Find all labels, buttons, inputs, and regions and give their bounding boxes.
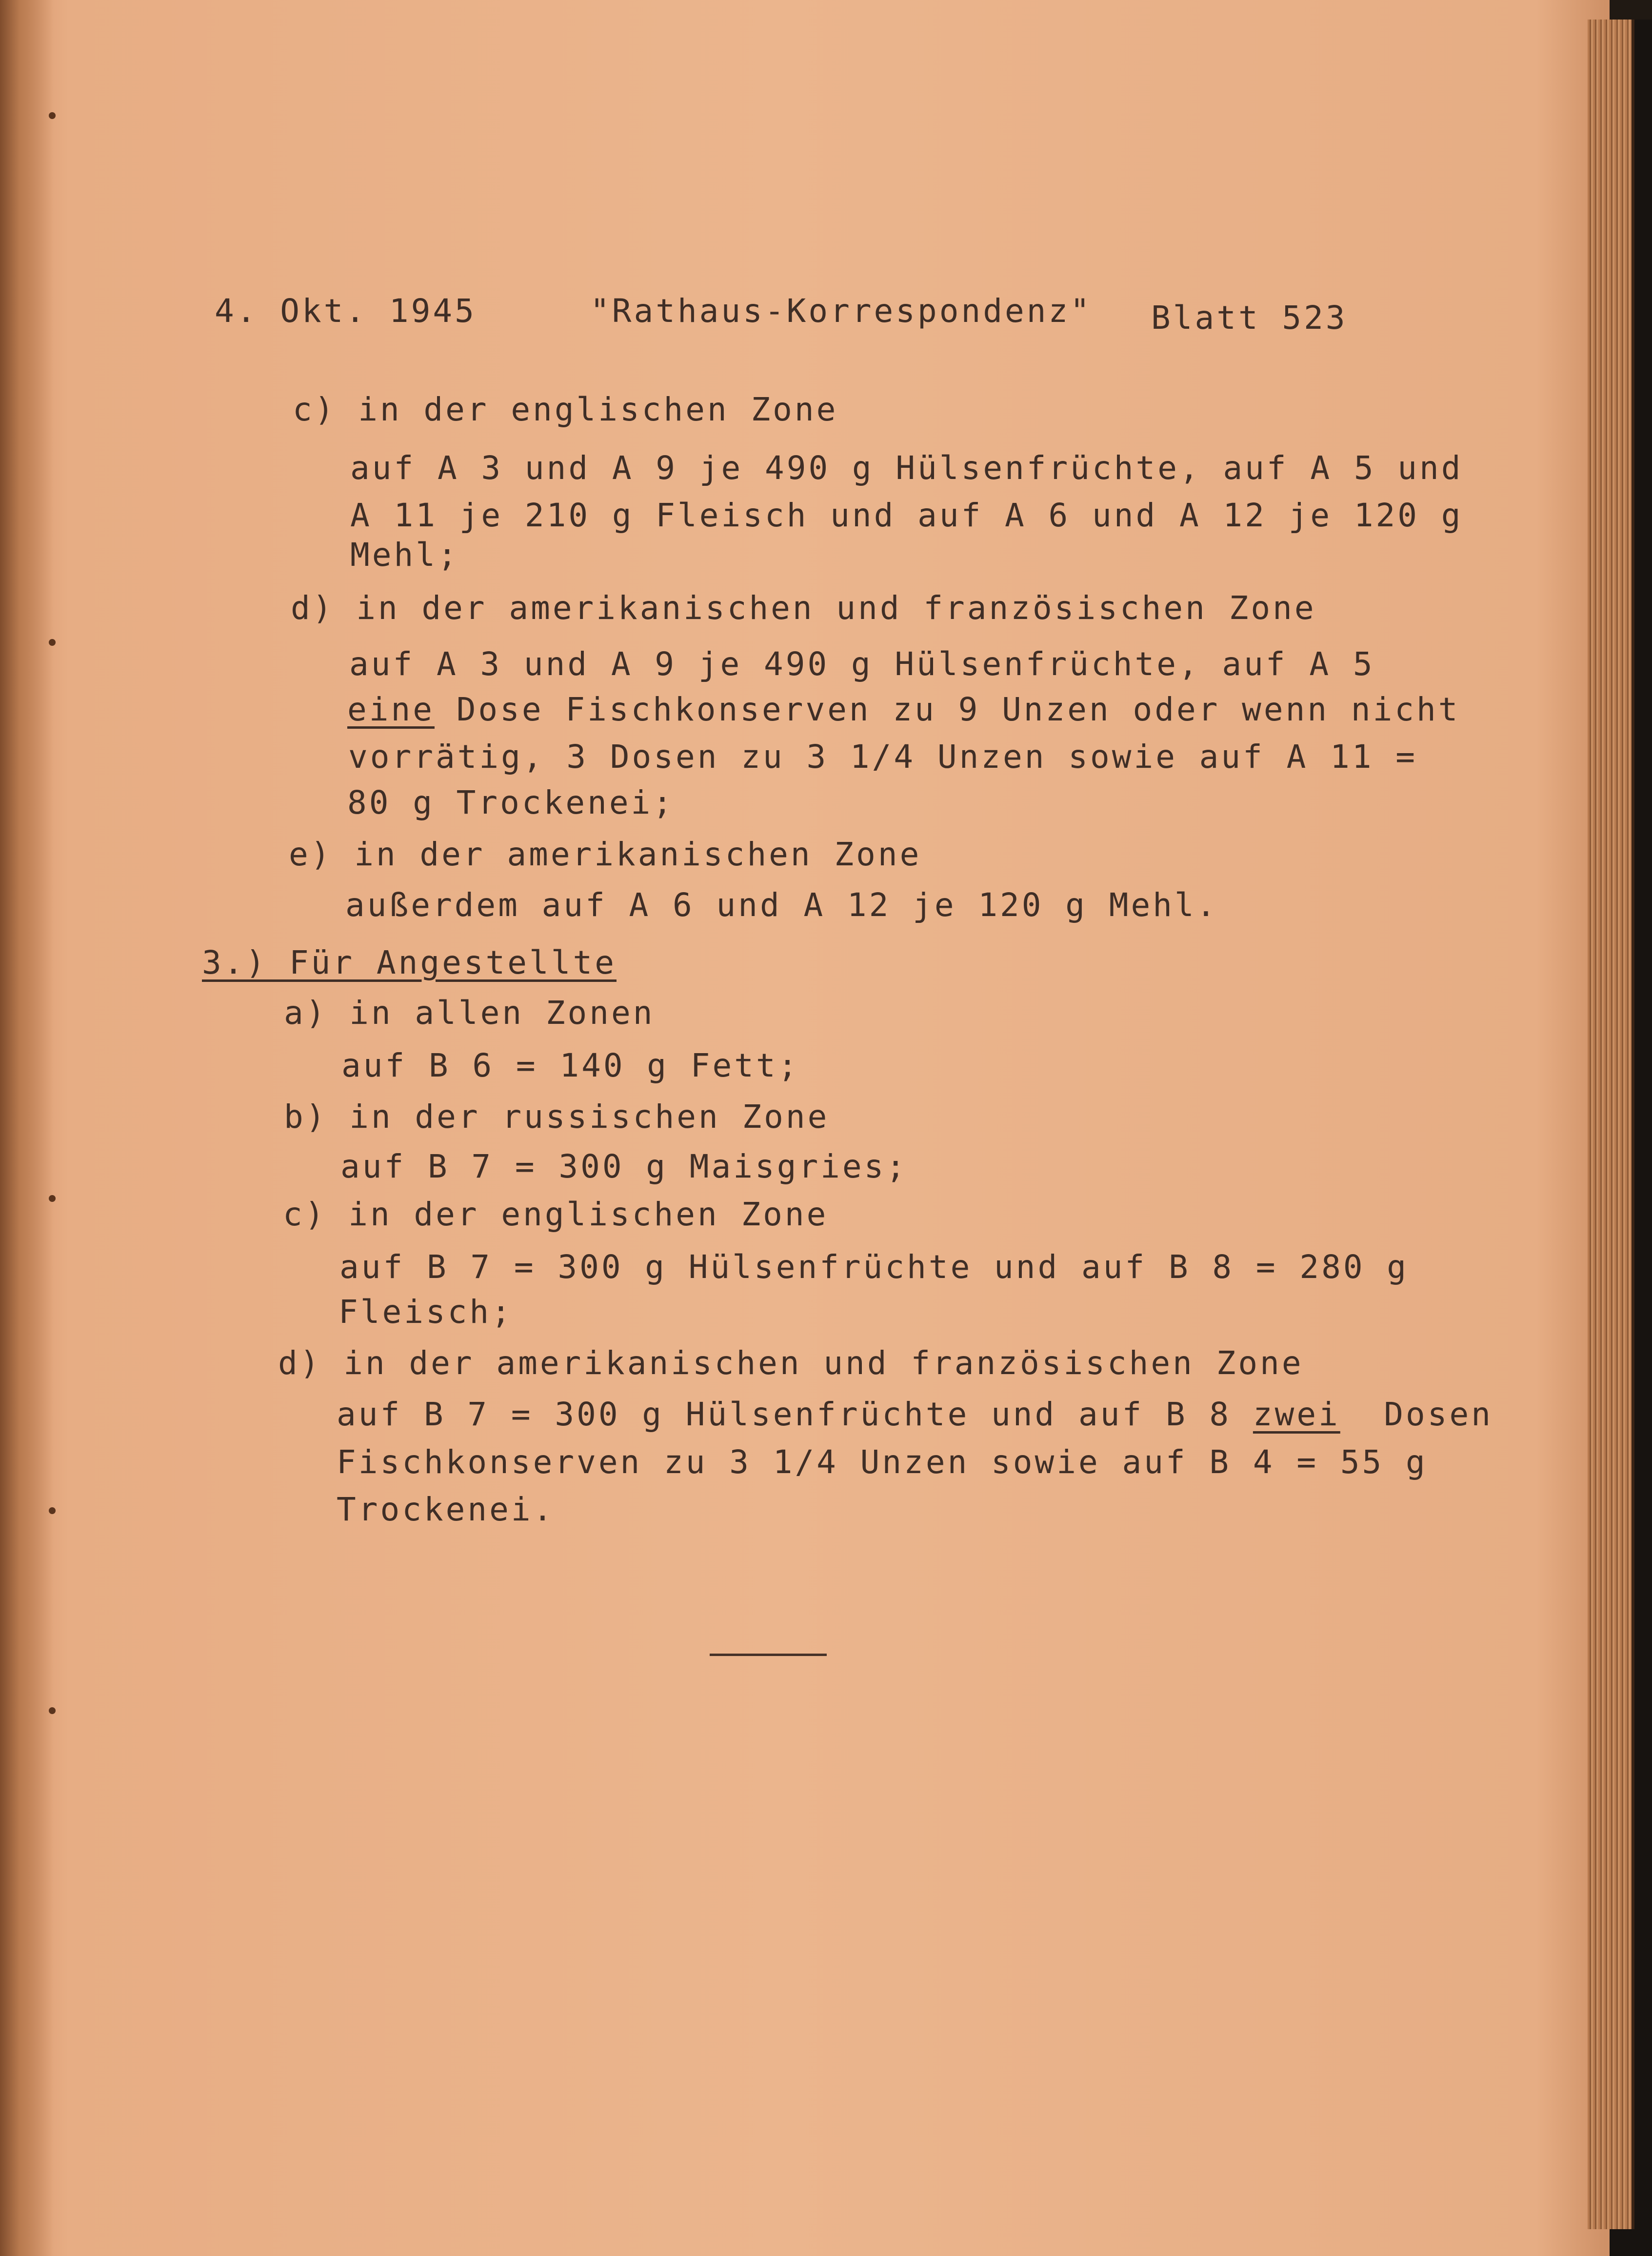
text-line: auf A 3 und A 9 je 490 g Hülsenfrüchte, auf A 5 und [350,449,1463,487]
binding-stitch [49,112,56,119]
text-line: auf B 7 = 300 g Hülsenfrüchte und auf B 8 zwei Dosen [337,1396,1493,1433]
text-line: auf A 3 und A 9 je 490 g Hülsenfrüchte, auf A 5 [349,645,1375,683]
binding-stitch [49,639,56,646]
text-line: A 11 je 210 g Fleisch und auf A 6 und A 12 je 120 g [350,497,1463,534]
item-d-heading: d) in der amerikanischen und französischen Zone [278,1344,1304,1382]
item-e-heading: e) in der amerikanischen Zone [289,836,922,873]
text-line: außerdem auf A 6 und A 12 je 120 g Mehl. [345,886,1218,924]
header-date: 4. Okt. 1945 [215,292,477,330]
item-c-heading: c) in der englischen Zone [283,1196,829,1233]
item-b-heading: b) in der russischen Zone [284,1098,830,1136]
text-line: Trockenei. [337,1491,555,1528]
text-line: auf B 7 = 300 g Hülsenfrüchte und auf B 8 = 280 g [339,1248,1409,1286]
closing-rule [710,1654,827,1656]
text-line: auf B 6 = 140 g Fett; [341,1047,800,1084]
binding-stitch [49,1707,56,1714]
header-title: "Rathaus-Korrespondenz" [590,292,1092,330]
underlined-word: eine [347,691,435,728]
binding-stitch [49,1195,56,1202]
text-line: Mehl; [350,536,459,574]
page-binding-shadow [0,0,54,2256]
item-a-heading: a) in allen Zonen [284,994,655,1032]
book-page-edges [1588,20,1634,2229]
header-sheet-number: Blatt 523 [1151,299,1348,337]
binding-stitch [49,1507,56,1514]
underlined-word: zwei [1253,1396,1340,1433]
section-3-heading: 3.) Für Angestellte [202,944,617,981]
text-line: vorrätig, 3 Dosen zu 3 1/4 Unzen sowie auf A 11 = [348,738,1418,776]
text-line: auf B 7 = 300 g Maisgries; [340,1148,908,1185]
item-d-heading: d) in der amerikanischen und französischen Zone [291,589,1316,627]
item-c-heading: c) in der englischen Zone [293,391,838,428]
text-line: Fischkonserven zu 3 1/4 Unzen sowie auf B 4 = 55 g [337,1443,1428,1481]
text-line: eine Dose Fischkonserven zu 9 Unzen oder wenn nicht [347,691,1460,728]
text-line: Fleisch; [338,1293,513,1331]
text-line: 80 g Trockenei; [347,784,675,821]
